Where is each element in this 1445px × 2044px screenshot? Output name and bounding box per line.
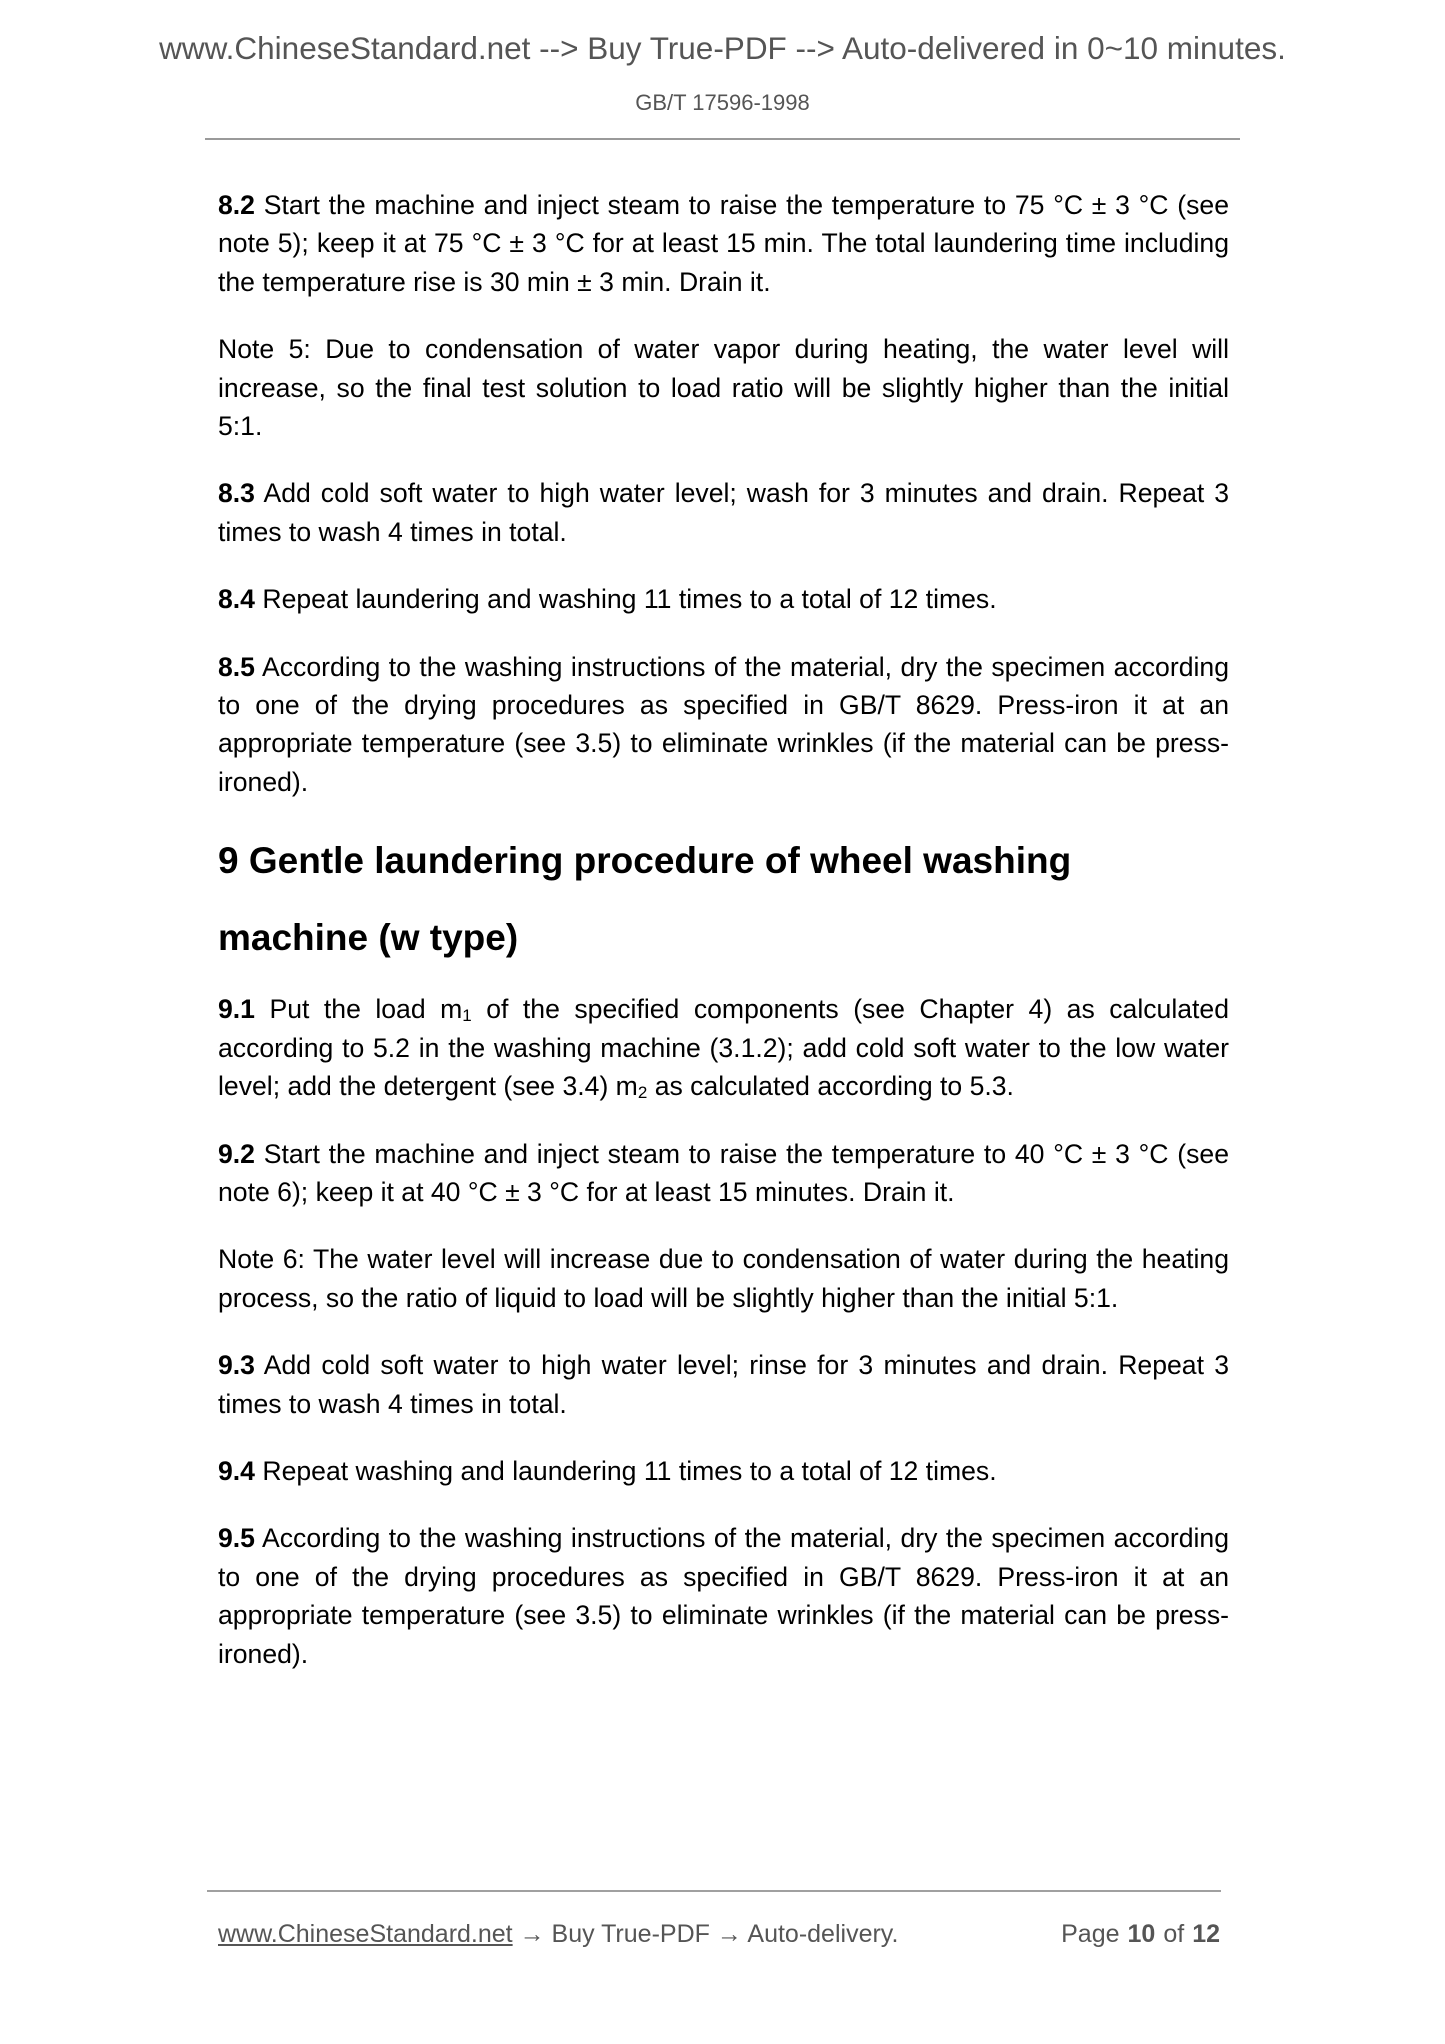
clause-number: 9.2 <box>218 1138 255 1169</box>
footer-left <box>218 1920 898 1949</box>
clause-8-3 <box>218 474 1229 551</box>
clause-number: 8.4 <box>218 584 255 615</box>
clause-8-4 <box>218 580 1229 618</box>
clause-9-1 <box>218 990 1229 1105</box>
page-of-label: of <box>1163 1920 1185 1948</box>
clause-text: Start the machine and inject steam to raise the temperature to 40 °C ± 3 °C (see note 6); keep it at 40 °C ± 3 °C for at least 15 minutes. Drain it. <box>218 1138 1229 1207</box>
page-current: 10 <box>1127 1920 1156 1948</box>
footer-tagline: → Buy True-PDF → Auto-delivery. <box>512 1920 899 1948</box>
subscript-2: 2 <box>637 1083 648 1103</box>
note-text: Note 5: Due to condensation of water vapor during heating, the water level will increase, so the final test solution to load ratio will be slightly higher than the initial 5:1. <box>218 334 1229 442</box>
clause-number: 9.3 <box>218 1350 255 1381</box>
note-6 <box>218 1240 1229 1317</box>
clause-text: Repeat laundering and washing 11 times to a total of 12 times. <box>254 584 997 615</box>
footer-divider <box>207 1890 1221 1892</box>
clause-text: According to the washing instructions of the material, dry the specimen according to one of the drying procedures as specified in GB/T 8629. Press-iron it at an appropriate temperature (see 3.5) to eliminate wrinkles (if the material can be press-ironed). <box>218 651 1229 797</box>
subscript-1: 1 <box>462 1006 472 1026</box>
page-footer <box>218 1920 1220 1949</box>
clause-9-5 <box>218 1519 1229 1673</box>
clause-9-3 <box>218 1346 1229 1423</box>
clause-number: 8.2 <box>218 190 255 220</box>
clause-8-5 <box>218 648 1229 802</box>
clause-number: 9.5 <box>218 1523 255 1554</box>
section-9-heading: 9 Gentle laundering procedure of wheel washing machine (w type) <box>218 840 1072 959</box>
clause-text: Repeat washing and laundering 11 times to a total of 12 times. <box>254 1455 997 1486</box>
clause-text: Add cold soft water to high water level; wash for 3 minutes and drain. Repeat 3 times to wash 4 times in total. <box>218 478 1229 547</box>
document-body <box>218 186 1229 1702</box>
clause-text: Start the machine and inject steam to raise the temperature to 75 °C ± 3 °C (see note 5); keep it at 75 °C ± 3 °C for at least 15 min. The total laundering time including the temperature rise is 30 min ± 3 min. Drain it. <box>218 190 1229 297</box>
site-link[interactable]: www.ChineseStandard.net <box>218 1920 513 1948</box>
page-indicator <box>1061 1920 1220 1949</box>
clause-9-2 <box>218 1135 1229 1212</box>
page-label: Page <box>1061 1920 1120 1948</box>
standard-code: GB/T 17596-1998 <box>635 90 810 115</box>
site-banner: www.ChineseStandard.net --> Buy True-PDF --> Auto-delivered in 0~10 minutes. <box>159 30 1286 66</box>
note-text: Note 6: The water level will increase due to condensation of water during the heating process, so the ratio of liquid to load will be slightly higher than the initial 5:1. <box>218 1244 1229 1313</box>
clause-text: of the specified components (see Chapter 4) as calculated according to 5.2 in the washing machine (3.1.2); add cold soft water to the low water level; add the detergent (see 3.4) m <box>218 994 1229 1102</box>
clause-text: Put the load m <box>254 994 463 1025</box>
page-total: 12 <box>1192 1920 1220 1948</box>
clause-text: as calculated according to 5.3. <box>647 1071 1014 1102</box>
clause-number: 8.5 <box>218 651 255 682</box>
clause-number: 9.1 <box>218 994 255 1025</box>
clause-text: Add cold soft water to high water level; rinse for 3 minutes and drain. Repeat 3 times to wash 4 times in total. <box>218 1350 1229 1419</box>
clause-number: 9.4 <box>218 1455 255 1486</box>
note-5 <box>218 330 1229 445</box>
header-divider <box>205 138 1240 140</box>
clause-number: 8.3 <box>218 478 255 509</box>
clause-text: According to the washing instructions of the material, dry the specimen according to one of the drying procedures as specified in GB/T 8629. Press-iron it at an appropriate temperature (see 3.5) to eliminate wrinkles (if the material can be press-ironed). <box>218 1523 1229 1669</box>
clause-9-4 <box>218 1452 1229 1490</box>
clause-8-2 <box>218 186 1229 301</box>
